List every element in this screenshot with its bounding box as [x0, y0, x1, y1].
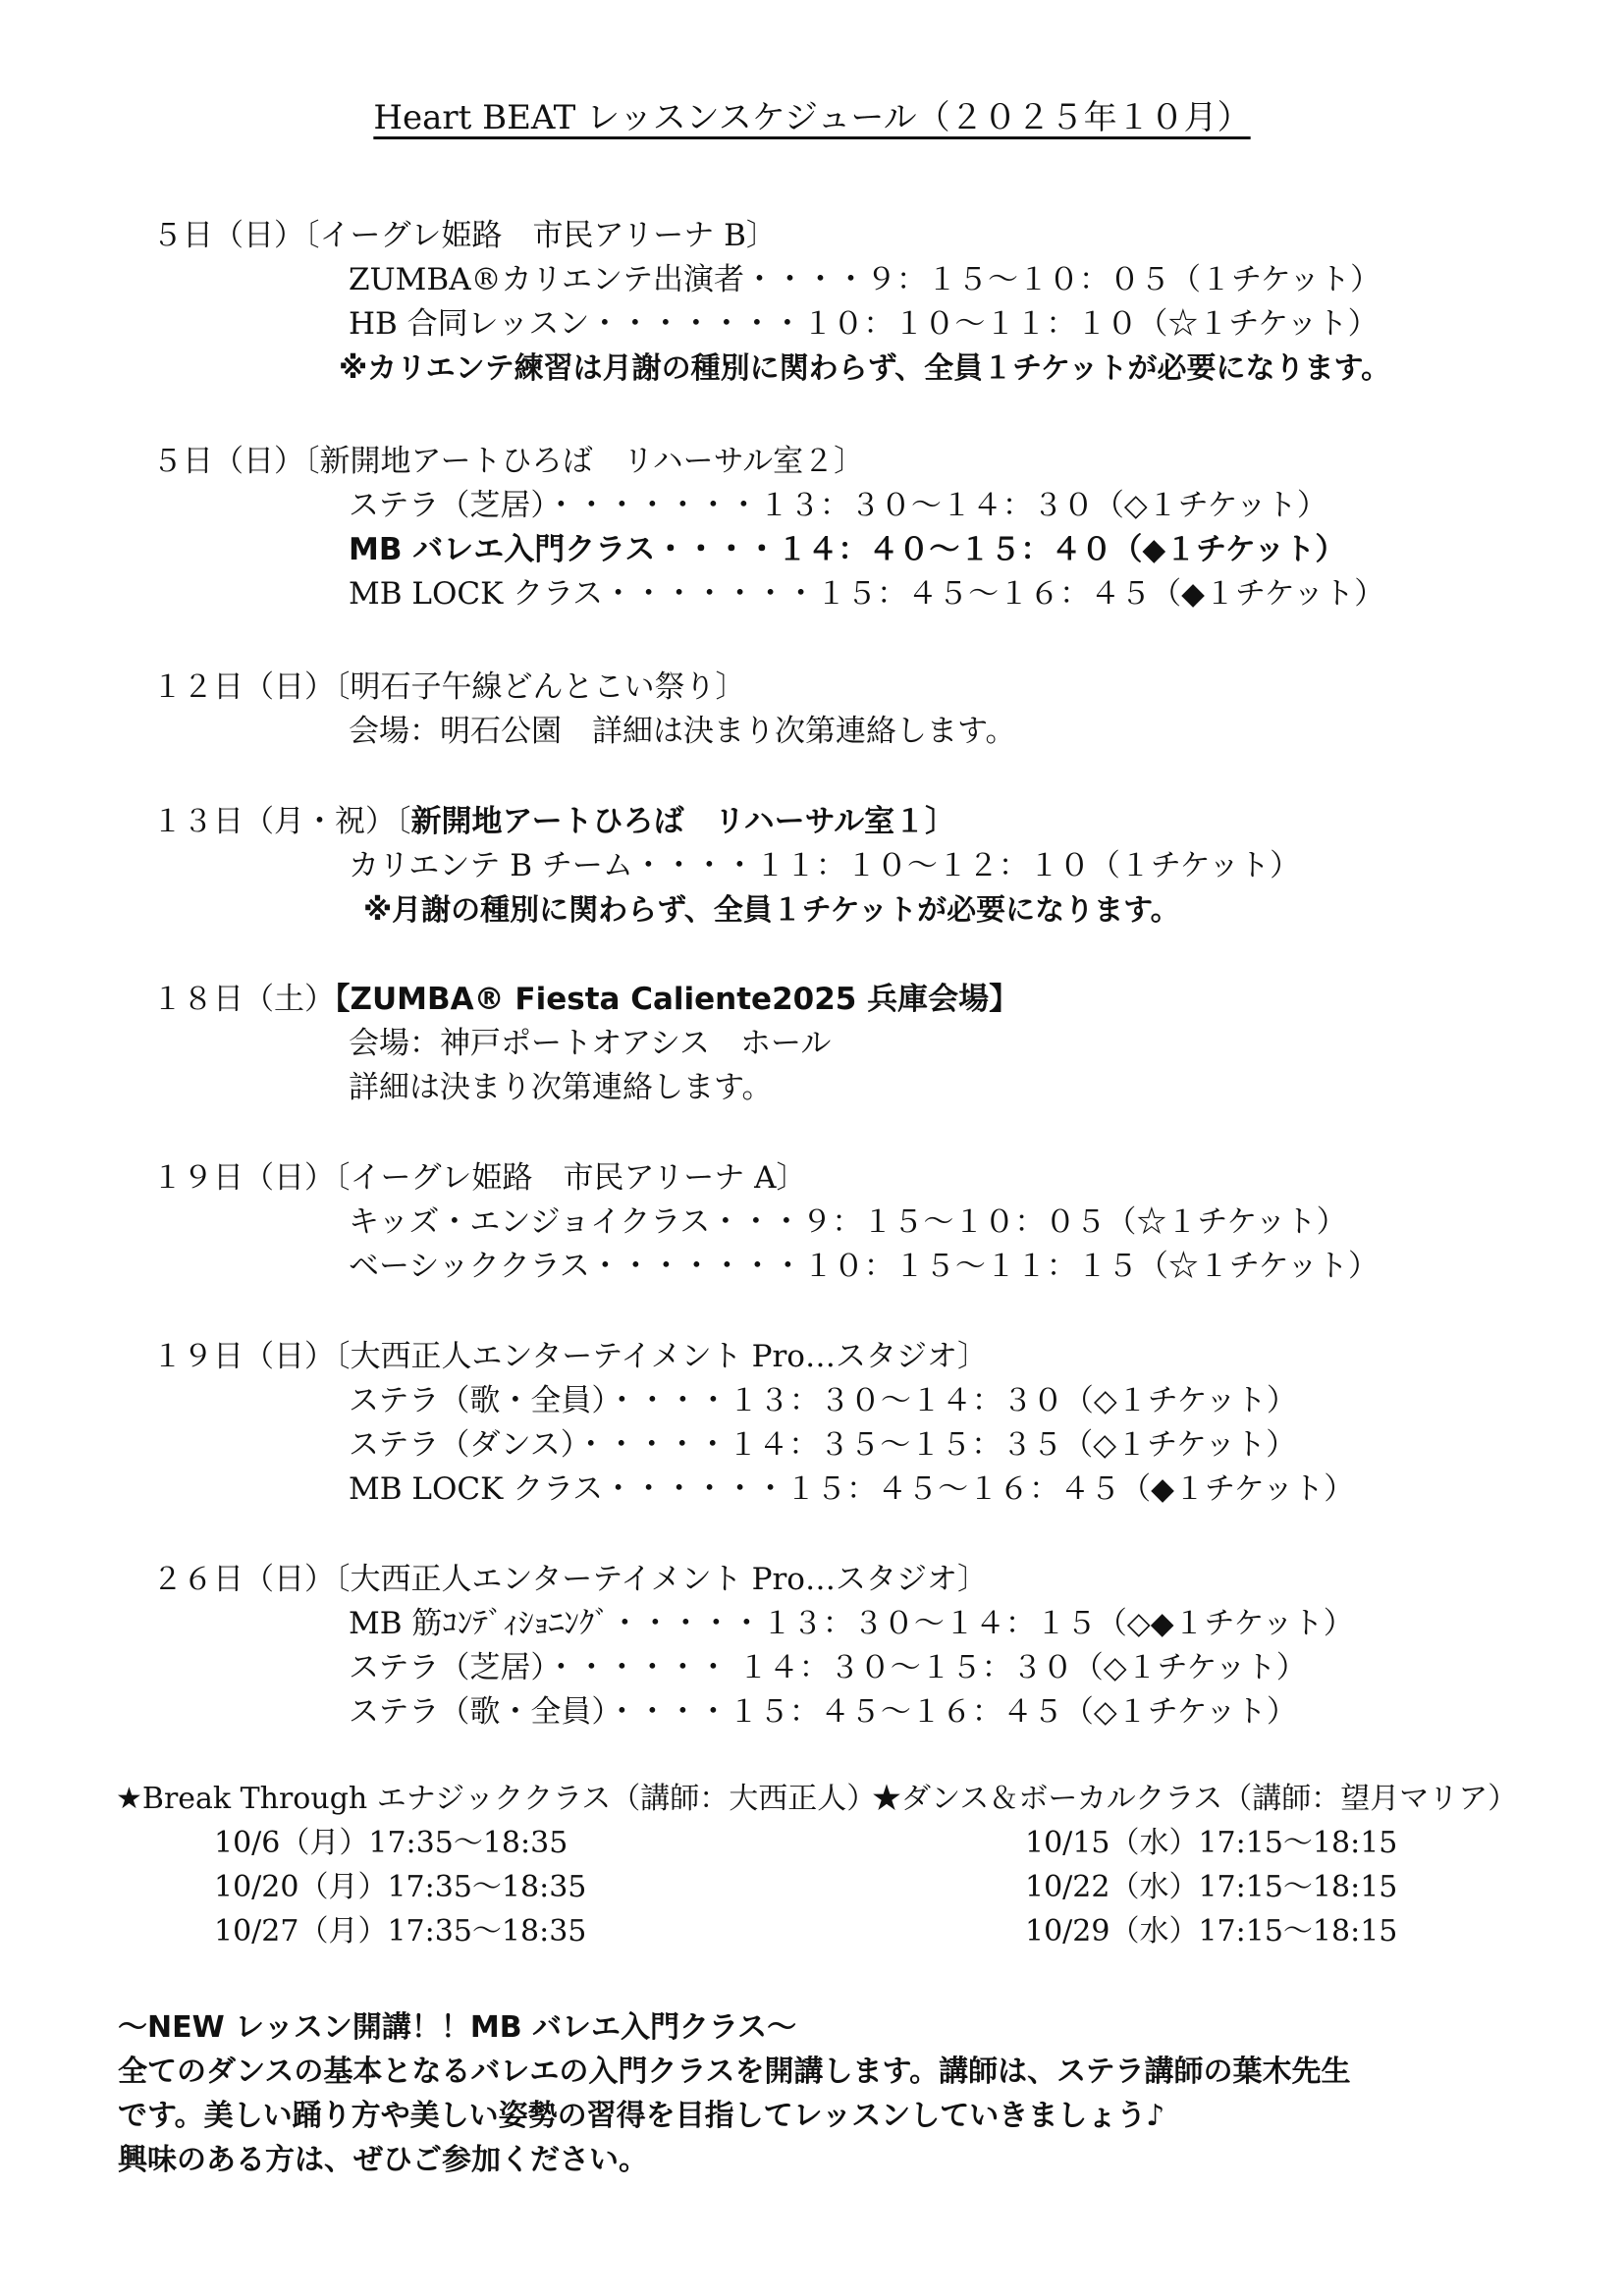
schedule-section — [152, 978, 1546, 1110]
class-date: 10/29（水）17:15〜18:15 — [1025, 1914, 1398, 1949]
section-header-date: １８日（土） — [152, 982, 335, 1017]
schedule-line: 詳細は決まり次第連絡します。 — [349, 1070, 773, 1105]
page-title — [0, 94, 1624, 141]
class-date: 10/15（水）17:15〜18:15 — [1025, 1826, 1398, 1860]
schedule-section — [152, 214, 1546, 391]
section-header: １９日（日）〔イーグレ姫路 市民アリーナ A〕 — [152, 1160, 807, 1196]
section-header — [152, 800, 1546, 844]
section-header: １９日（日）〔大西正人エンターテイメント Pro…スタジオ〕 — [152, 1339, 988, 1374]
class-header: ★Break Through エナジッククラス（講師：大西正人） — [116, 1782, 877, 1816]
schedule-line: ステラ（歌・全員）・・・・１５：４５〜１６：４５（◇１チケット） — [349, 1694, 1297, 1730]
section-note: ※カリエンテ練習は月謝の種別に関わらず、全員１チケットが必要になります。 — [339, 351, 1391, 386]
schedule-line: ステラ（芝居）・・・・・・・１３：３０〜１４：３０（◇１チケット） — [349, 488, 1327, 523]
section-header-event: 【ZUMBA® Fiesta Caliente2025 兵庫会場】 — [335, 982, 1020, 1017]
schedule-line: キッズ・エンジョイクラス・・・９：１５〜１０：０５（☆１チケット） — [349, 1204, 1347, 1240]
section-header-date: １３日（月・祝）〔 — [152, 804, 411, 839]
new-lesson-announcement — [118, 2005, 1571, 2182]
schedule-line: ベーシッククラス・・・・・・・１０：１５〜１１：１５（☆１チケット） — [349, 1249, 1380, 1284]
schedule-line: MB 筋ｺﾝﾃﾞｨｼｮﾆﾝｸﾞ・・・・・１３：３０〜１４：１５（◇◆１チケット） — [349, 1606, 1354, 1641]
schedule-line: 会場：神戸ポートオアシス ホール — [349, 1026, 832, 1061]
schedule-line: HB 合同レッスン・・・・・・・１０：１０〜１１：１０（☆１チケット） — [349, 306, 1379, 342]
class-header: ★ダンス＆ボーカルクラス（講師：望月マリア） — [872, 1782, 1518, 1816]
class-column-dance-vocal — [872, 1777, 1579, 1953]
page-title-text: Heart BEAT レッスンスケジュール（２０２５年１０月） — [373, 98, 1251, 137]
schedule-section — [152, 666, 1546, 754]
schedule-section — [152, 800, 1546, 933]
schedule-line: ステラ（芝居）・・・・・・ １４：３０〜１５：３０（◇１チケット） — [349, 1650, 1307, 1685]
announcement-line: 興味のある方は、ぜひご参加ください。 — [118, 2143, 648, 2177]
schedule-line: ステラ（ダンス）・・・・・１４：３５〜１５：３５（◇１チケット） — [349, 1427, 1297, 1463]
schedule-section — [152, 1156, 1546, 1289]
announcement-title: 〜NEW レッスン開講！！MB バレエ入門クラス〜 — [118, 2010, 797, 2045]
class-date: 10/22（水）17:15〜18:15 — [1025, 1870, 1398, 1904]
section-header: ５日（日）〔新開地アートひろば リハーサル室２〕 — [152, 444, 865, 479]
schedule-section — [152, 1558, 1546, 1735]
schedule-line: MB LOCK クラス・・・・・・１５：４５〜１６：４５（◆１チケット） — [349, 1471, 1355, 1507]
class-date: 10/27（月）17:35〜18:35 — [214, 1914, 587, 1949]
section-header: ５日（日）〔イーグレ姫路 市民アリーナ B〕 — [152, 218, 777, 253]
schedule-line: ステラ（歌・全員）・・・・１３：３０〜１４：３０（◇１チケット） — [349, 1383, 1297, 1418]
schedule-line: MB LOCK クラス・・・・・・・１５：４５〜１６：４５（◆１チケット） — [349, 576, 1385, 612]
section-header: １２日（日）〔明石子午線どんとこい祭り〕 — [152, 669, 746, 705]
class-date: 10/6（月）17:35〜18:35 — [214, 1826, 568, 1860]
schedule-section — [152, 1335, 1546, 1512]
class-column-break-through — [116, 1777, 882, 1953]
schedule-line: 会場：明石公園 詳細は決まり次第連絡します。 — [349, 714, 1016, 749]
announcement-line: です。美しい踊り方や美しい姿勢の習得を目指してレッスンしていきましょう♪ — [118, 2099, 1165, 2133]
schedule-line: カリエンテ B チーム・・・・１１：１０〜１２：１０（１チケット） — [349, 848, 1301, 883]
class-date: 10/20（月）17:35〜18:35 — [214, 1870, 587, 1904]
section-header-venue: 新開地アートひろば リハーサル室１〕 — [410, 804, 956, 839]
schedule-section — [152, 440, 1546, 616]
section-header — [152, 978, 1546, 1022]
announcement-line: 全てのダンスの基本となるバレエの入門クラスを開講します。講師は、ステラ講師の葉木先生 — [118, 2055, 1351, 2089]
schedule-line: MB バレエ入門クラス・・・・１４：４０〜１５：４０（◆１チケット） — [349, 532, 1346, 567]
section-header: ２６日（日）〔大西正人エンターテイメント Pro…スタジオ〕 — [152, 1562, 988, 1597]
section-note: ※月謝の種別に関わらず、全員１チケットが必要になります。 — [363, 893, 1180, 928]
schedule-line: ZUMBA®カリエンテ出演者・・・・９：１５〜１０：０５（１チケット） — [349, 262, 1381, 297]
